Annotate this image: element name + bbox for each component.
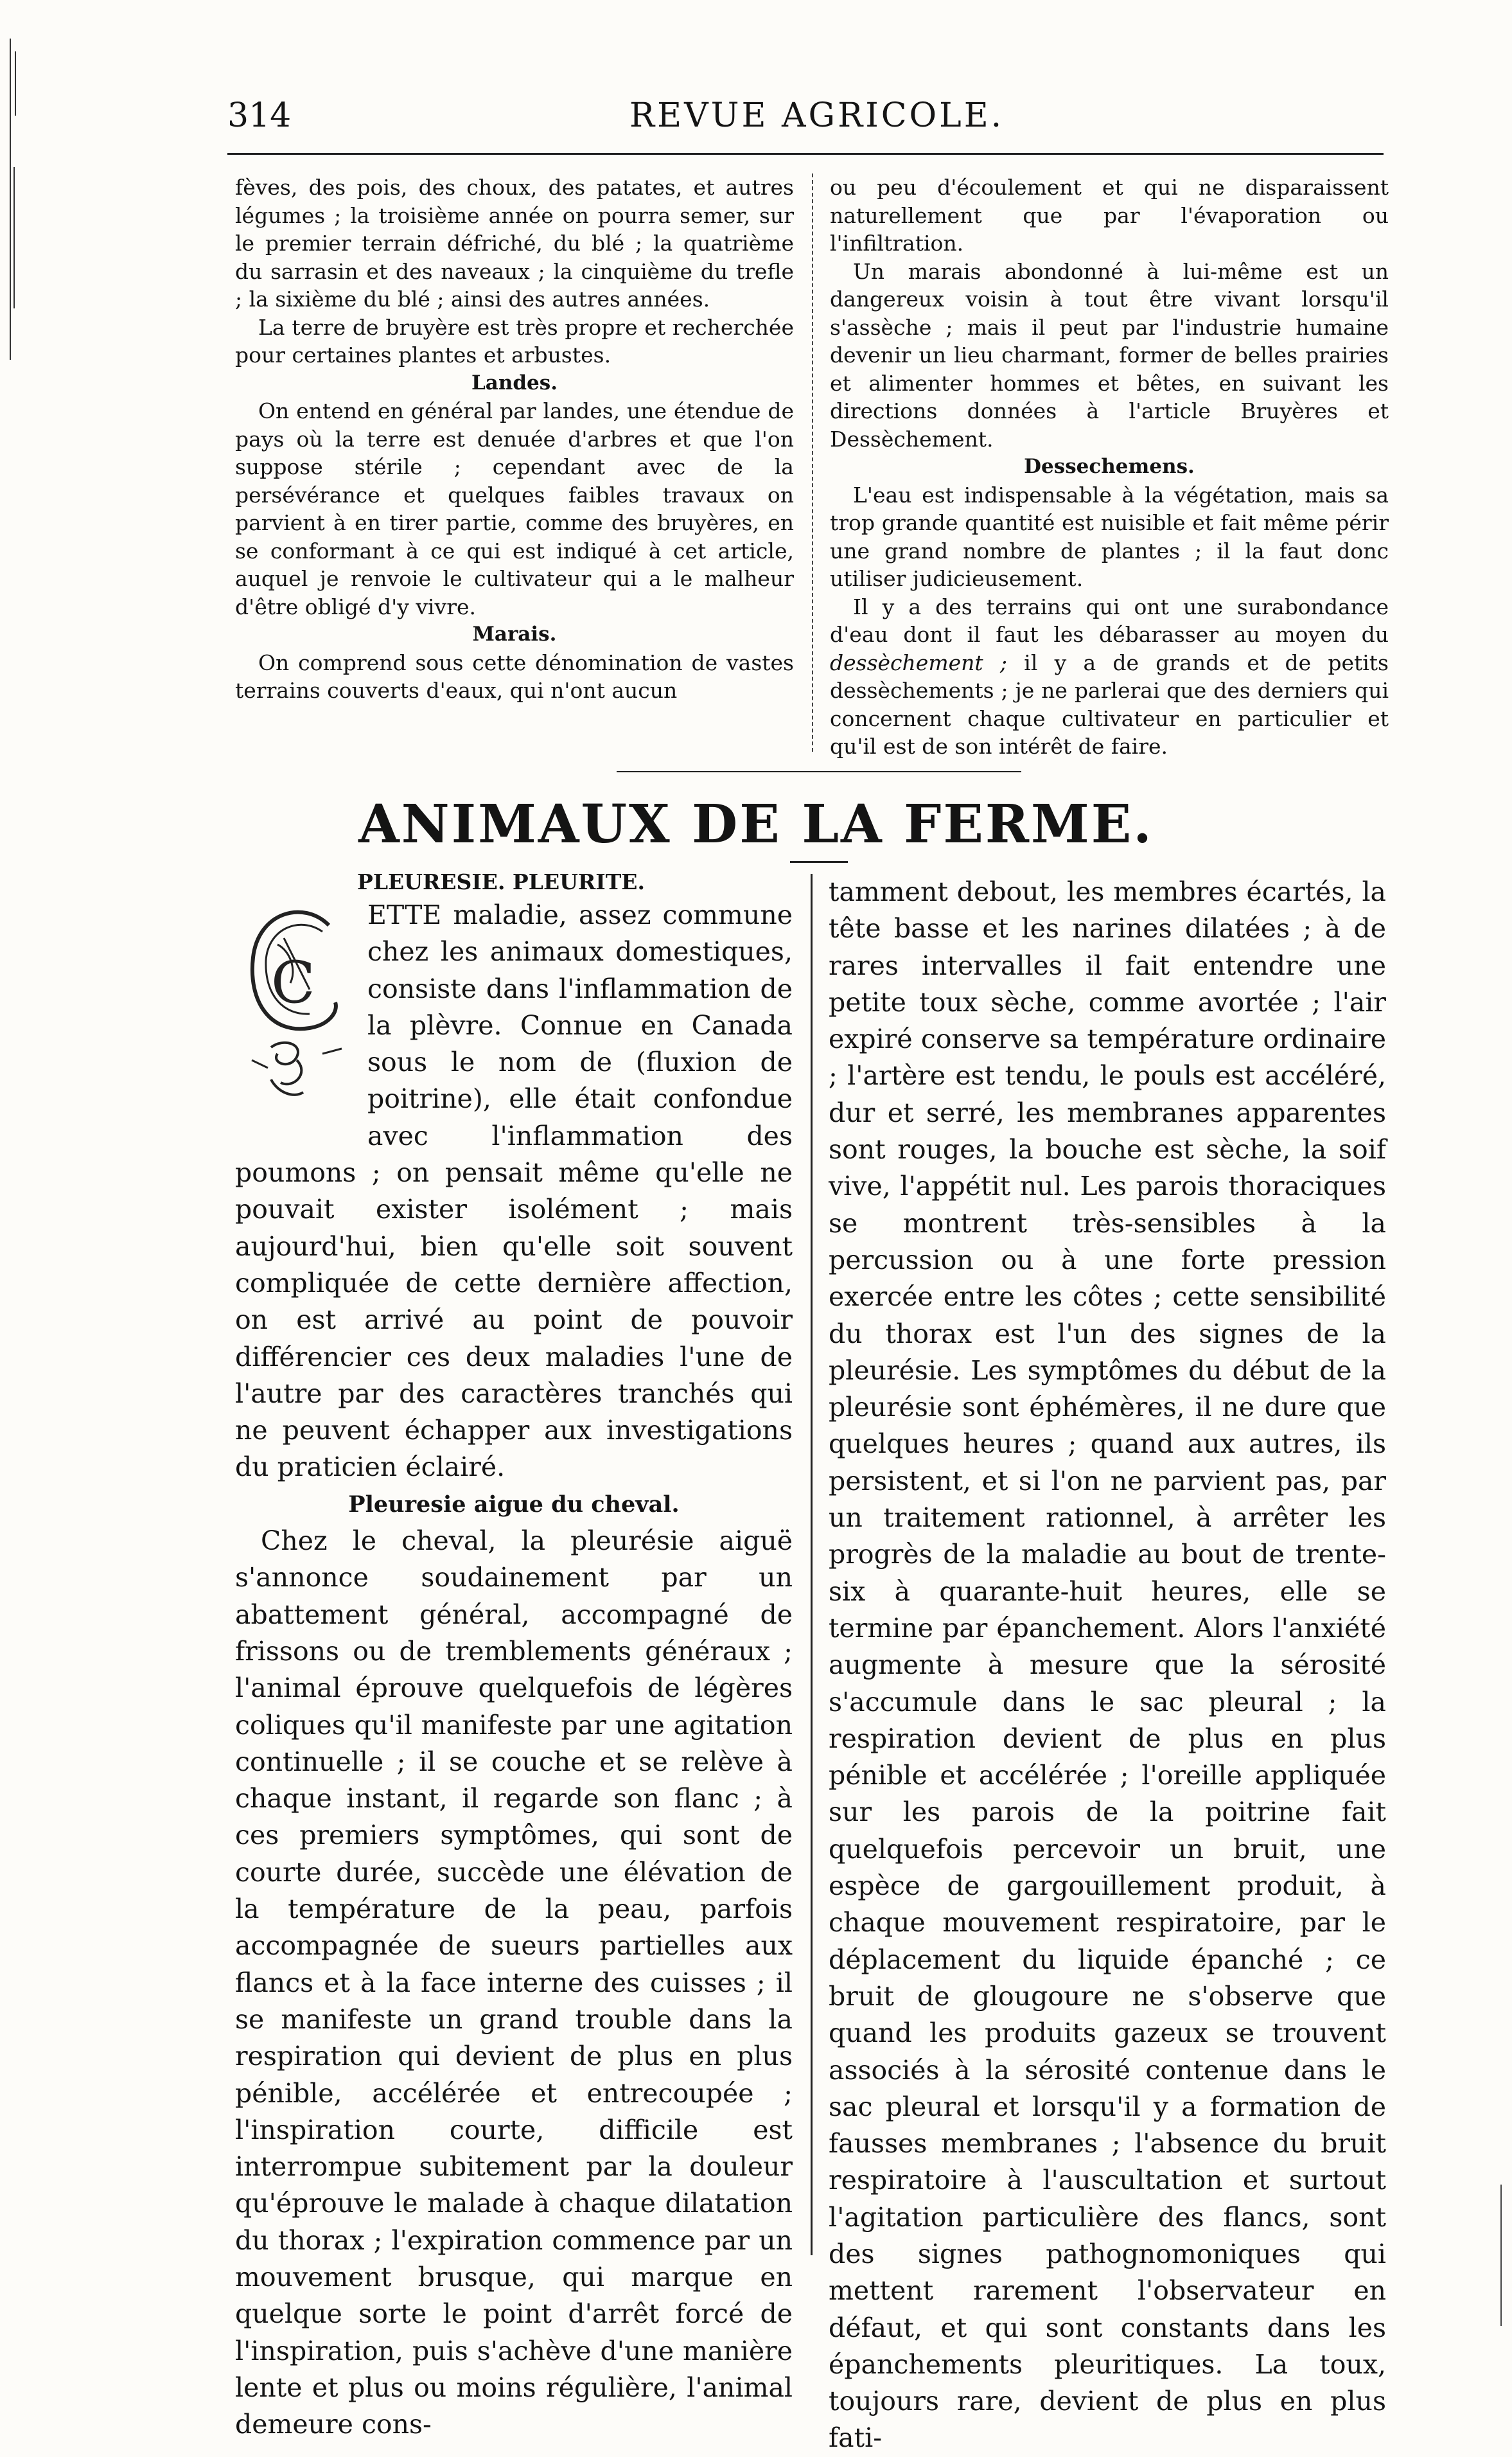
paragraph: La terre de bruyère est très propre et recherchée pour certaines plantes et arbustes. <box>235 314 794 368</box>
scan-edge-mark-right <box>1500 2185 1509 2326</box>
dropcap-letter: C <box>271 949 315 1016</box>
paragraph: On comprend sous cette dénomination de vastes terrains couverts d'eaux, qui n'ont aucun <box>235 650 794 703</box>
text-run: Il y a des terrains qui ont une surabondance d'eau dont il faut les débarasser au moyen du <box>830 594 1389 647</box>
page-number: 314 <box>227 96 292 135</box>
section-rule <box>617 771 1021 772</box>
paragraph: L'eau est indispensable à la végétation, mais sa trop grande quantité est nuisible et fait même périr une grand nombre de plantes ; il la faut donc utiliser judicieusement. <box>830 482 1389 591</box>
paragraph: ou peu d'écoulement et qui ne disparaissent naturellement que par l'évaporation ou l'infiltration. <box>830 175 1389 256</box>
paragraph: fèves, des pois, des choux, des patates, et autres légumes ; la troisième année on pourra semer, sur le premier terrain défriché, du blé ; la quatrième du sarrasin et des naveaux ; la cinquième du trefle ; la sixième du blé ; ainsi des autres années. <box>235 175 794 312</box>
running-header-title: REVUE AGRICOLE. <box>629 96 1005 135</box>
ornamental-c-icon <box>233 900 361 1118</box>
paragraph: On entend en général par landes, une étendue de pays où la terre est denuée d'arbres et que l'on suppose stérile ; cependant avec de la persévérance et quelques faibles travaux on parvient à en tirer partie, comme des bruyères, en se conformant à ce qui est indiqué à cet article, auquel je renvoie le cultivateur qui a le malheur d'être obligé d'y vivre. <box>235 398 794 619</box>
paragraph: ETTE maladie, assez commune chez les animaux domestiques, consiste dans l'inflammation de la plèvre. Connue en Canada sous le nom de (fluxion de poitrine), elle était confondue avec l'inflammation des poumons ; on pensait même qu'elle ne pouvait exister isolément ; mais aujourd'hui, bien qu'elle soit souvent compliquée de cette dernière affection, on est arrivé au point de pouvoir différencier ces deux maladies l'une de l'autre par des caractères tranchés qui ne peuvent échapper aux investigations du praticien éclairé. <box>235 900 793 1483</box>
subheading-pleuresie-aigue: Pleuresie aigue du cheval. <box>348 1491 680 1518</box>
subheading-dessechemens: Dessechemens. <box>1024 455 1195 478</box>
bottom-right-column <box>829 874 1386 2457</box>
text-run: il y a de grands et de petits dessèchements ; je ne parlerai que des derniers qui concernent chaque cultivateur en particulier et qu'il est de son intérêt de faire. <box>830 650 1389 759</box>
top-left-column <box>235 173 794 705</box>
top-right-column <box>830 173 1389 761</box>
bottom-left-column <box>235 867 793 2443</box>
paragraph: Un marais abondonné à lui-même est un dangereux voisin à tout être vivant lorsqu'il s'assèche ; mais il peut par l'industrie humaine devenir un lieu charmant, former de belles prairies et alimenter hommes et bêtes, en suivant les directions données à l'article Bruyères et Dessèchement. <box>830 258 1389 452</box>
header-rule <box>227 153 1384 155</box>
decorative-dropcap <box>233 900 361 1118</box>
top-column-divider <box>812 173 813 752</box>
scan-edge-marks <box>6 39 26 360</box>
paragraph: Chez le cheval, la pleurésie aiguë s'annonce soudainement par un abattement général, accompagné de frissons ou de tremblements généraux ; l'animal éprouve quelquefois de légères coliques qu'il manifeste par une agitation continuelle ; il se couche et se relève à chaque instant, il regarde son flanc ; à ces premiers symptômes, qui sont de courte durée, succède une élévation de la température de la peau, parfois accompagnée de sueurs partielles aux flancs et à la face interne des cuisses ; il se manifeste un grand trouble dans la respiration qui devient de plus en plus pénible, accélérée et entrecoupée ; l'inspiration courte, difficile est interrompue subitement par la douleur qu'éprouve le malade à chaque dilatation du thorax ; l'expiration commence par un mouvement brusque, qui marque en quelque sorte le point d'arrêt forcé de l'inspiration, puis s'achève d'une manière lente et plus ou moins régulière, l'animal demeure cons- <box>235 1525 793 2440</box>
article-heading: PLEURESIE. PLEURITE. <box>357 869 645 894</box>
paragraph: tamment debout, les membres écartés, la tête basse et les narines dilatées ; à de rares intervalles il fait entendre une petite toux sèche, comme avortée ; l'air expiré conserve sa température ordinaire ; l'artère est tendu, le pouls est accéléré, dur et serré, les membranes apparentes sont rouges, la bouche est sèche, la soif vive, l'appétit nul. Les parois thoraciques se montrent très-sensibles à la percussion ou à une forte pression exercée entre les côtes ; cette sensibilité du thorax est l'un des signes de la pleurésie. Les symptômes du début de la pleurésie sont éphémères, il ne dure que quelques heures ; quand aux autres, ils persistent, et si l'on ne parvient pas, par un traitement rationnel, à arrêter les progrès de la maladie au bout de trente-six à quarante-huit heures, elle se termine par épanchement. Alors l'anxiété augmente à mesure que la sérosité s'accumule dans le sac pleural ; la respiration devient de plus en plus pénible et accélérée ; l'oreille appliquée sur les parois de la poitrine fait quelquefois percevoir un bruit, une espèce de gargouillement produit, à chaque mouvement respiratoire, par le déplacement du liquide épanché ; ce bruit de glougoure ne s'observe que quand les produits gazeux se trouvent associés à la sérosité contenue dans le sac pleural et lorsqu'il y a formation de fausses membranes ; l'absence du bruit respiratoire à l'auscultation et surtout l'agitation particulière des flancs, sont des signes pathognomoniques qui mettent rarement l'observateur en défaut, et qui sont constants dans les épanchements pleuritiques. La toux, toujours rare, devient de plus en plus fati- <box>829 876 1386 2454</box>
bottom-column-divider <box>811 874 813 2255</box>
paragraph <box>830 593 1389 761</box>
subheading-landes: Landes. <box>471 371 558 395</box>
section-title-underline <box>790 861 848 863</box>
subheading-marais: Marais. <box>472 623 557 646</box>
italic-term: dessèchement ; <box>830 650 1008 675</box>
section-title: ANIMAUX DE LA FERME. <box>358 794 1154 855</box>
